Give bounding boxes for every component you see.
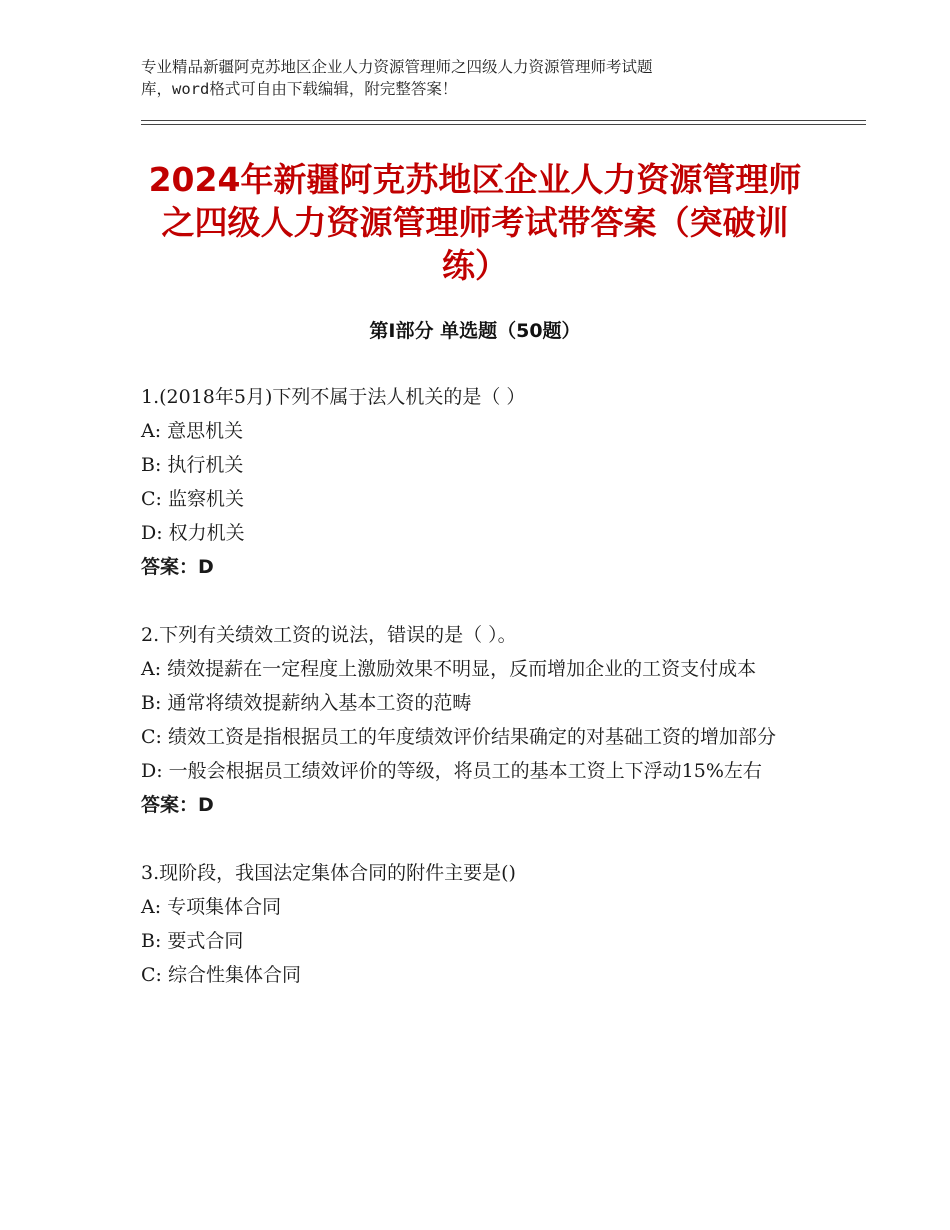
document-title bbox=[120, 158, 830, 287]
question-3 bbox=[141, 856, 821, 992]
document-title-line-1: 2024年新疆阿克苏地区企业人力资源管理师 bbox=[148, 160, 802, 199]
option-c: C: 综合性集体合同 bbox=[141, 964, 301, 986]
header-note-line-1: 专业精品新疆阿克苏地区企业人力资源管理师之四级人力资源管理师考试题 bbox=[141, 58, 653, 76]
document-title-line-2: 之四级人力资源管理师考试带答案（突破训 bbox=[161, 203, 789, 242]
question-stem: 2.下列有关绩效工资的说法，错误的是（ ）。 bbox=[141, 624, 517, 646]
option-b: B: 通常将绩效提薪纳入基本工资的范畴 bbox=[141, 692, 472, 714]
option-a: A: 绩效提薪在一定程度上激励效果不明显，反而增加企业的工资支付成本 bbox=[141, 658, 757, 680]
option-b: B: 要式合同 bbox=[141, 930, 244, 952]
question-1 bbox=[141, 380, 821, 584]
section-title: 第Ⅰ部分 单选题（50题） bbox=[369, 320, 581, 342]
answer: 答案：D bbox=[141, 556, 214, 578]
option-d: D: 一般会根据员工绩效评价的等级，将员工的基本工资上下浮动15%左右 bbox=[141, 760, 762, 782]
document-title-line-3: 练） bbox=[442, 246, 508, 285]
option-a: A: 专项集体合同 bbox=[141, 896, 282, 918]
question-list bbox=[141, 380, 821, 1026]
option-a: A: 意思机关 bbox=[141, 420, 244, 442]
header-note bbox=[141, 56, 821, 100]
question-2 bbox=[141, 618, 821, 822]
answer: 答案：D bbox=[141, 794, 214, 816]
question-stem: 1.(2018年5月)下列不属于法人机关的是（ ） bbox=[141, 386, 526, 408]
header-divider bbox=[141, 120, 866, 125]
option-c: C: 绩效工资是指根据员工的年度绩效评价结果确定的对基础工资的增加部分 bbox=[141, 726, 776, 748]
question-stem: 3.现阶段，我国法定集体合同的附件主要是() bbox=[141, 862, 516, 884]
header-note-line-2: 库，word格式可自由下载编辑，附完整答案！ bbox=[141, 80, 458, 98]
option-d: D: 权力机关 bbox=[141, 522, 245, 544]
option-b: B: 执行机关 bbox=[141, 454, 244, 476]
option-c: C: 监察机关 bbox=[141, 488, 244, 510]
